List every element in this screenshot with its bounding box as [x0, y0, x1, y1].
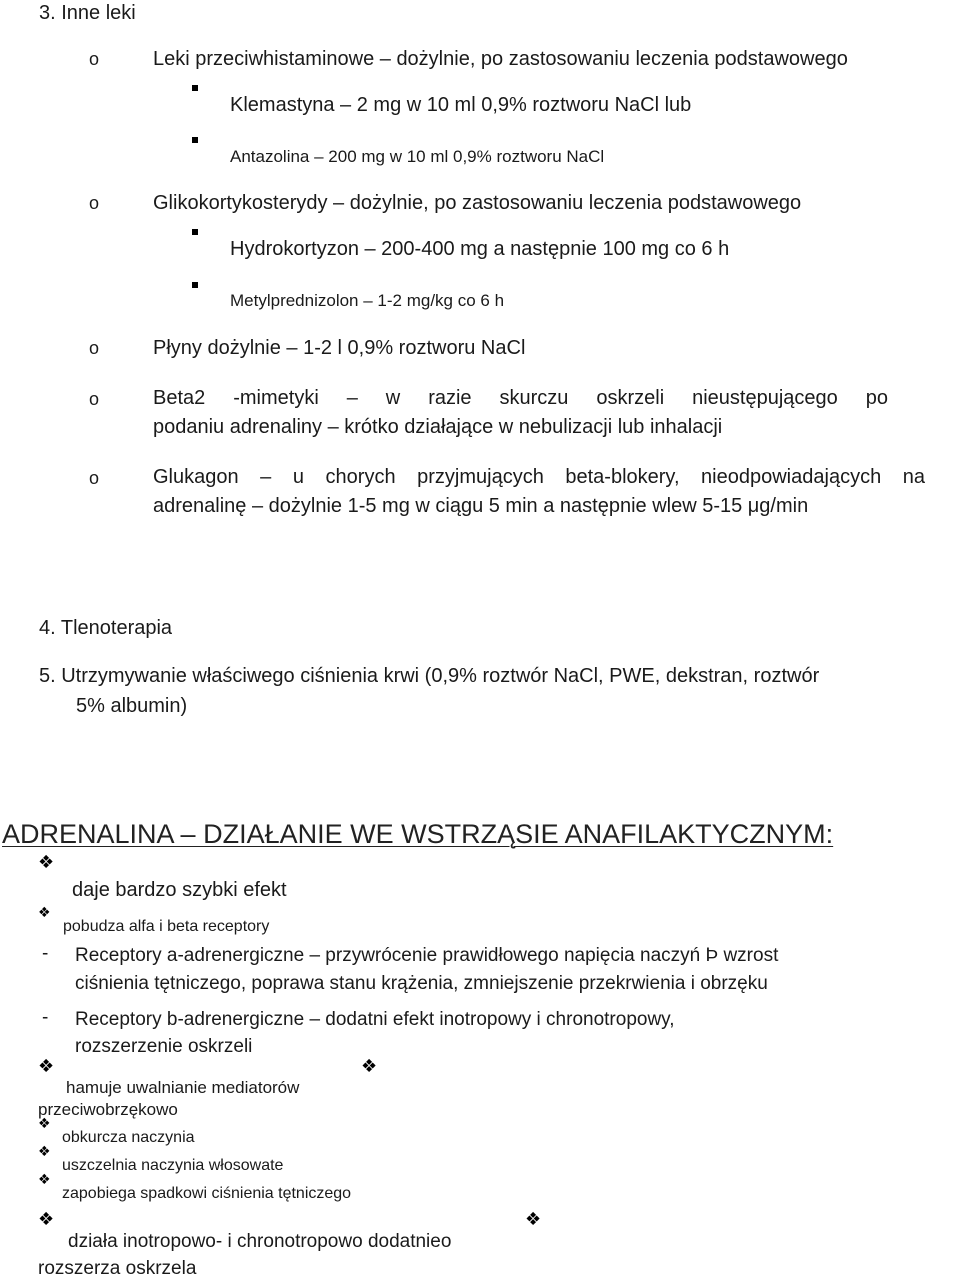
- alpha-beta-item: pobudza alfa i beta receptory: [63, 918, 270, 935]
- section-5-line-1: 5. Utrzymywanie właściwego ciśnienia krwi (0,9% roztwór NaCl, PWE, dekstran, roztwór: [39, 665, 820, 687]
- beta-receptors-line-2: rozszerzenie oskrzeli: [75, 1036, 253, 1057]
- glucagon-line-1: Glukagon – u chorych przyjmujących beta-blokery, nieodpowiadających na: [153, 466, 925, 488]
- antihistamines-item: Leki przeciwhistaminowe – dożylnie, po zastosowaniu leczenia podstawowego: [153, 48, 848, 70]
- dash-bullet-icon: -: [42, 943, 49, 964]
- circle-bullet-icon: o: [89, 49, 100, 69]
- section-5-line-2: 5% albumin): [76, 695, 188, 717]
- glucagon-line-2: adrenalinę – dożylnie 1-5 mg w ciągu 5 min a następnie wlew 5-15 μg/min: [153, 495, 809, 517]
- section-3-heading: 3. Inne leki: [39, 2, 136, 24]
- square-bullet-icon: [192, 229, 198, 235]
- diamond-bullet-icon: ❖: [38, 1172, 51, 1188]
- square-bullet-icon: [192, 85, 198, 91]
- beta2-line-2: podaniu adrenaliny – krótko działające w nebulizacji lub inhalacji: [153, 416, 723, 438]
- diamond-bullet-icon: ❖: [525, 1209, 542, 1230]
- diamond-bullet-icon: ❖: [38, 905, 51, 921]
- circle-bullet-icon: o: [89, 338, 100, 358]
- prevents-item: zapobiega spadkowi ciśnienia tętniczego: [62, 1185, 352, 1202]
- diamond-bullet-icon: ❖: [38, 852, 55, 873]
- methylprednisolone-item: Metylprednizolon – 1-2 mg/kg co 6 h: [230, 291, 505, 310]
- antazoline-item: Antazolina – 200 mg w 10 ml 0,9% roztworu NaCl: [230, 147, 605, 166]
- circle-bullet-icon: o: [89, 468, 100, 488]
- diamond-bullet-icon: ❖: [361, 1056, 378, 1077]
- diamond-bullet-icon: ❖: [38, 1144, 51, 1160]
- diamond-bullet-icon: ❖: [38, 1209, 55, 1230]
- section-4-heading: 4. Tlenoterapia: [39, 617, 173, 639]
- constricts-item: obkurcza naczynia: [62, 1129, 195, 1146]
- clemastine-item: Klemastyna – 2 mg w 10 ml 0,9% roztworu NaCl lub: [230, 94, 692, 116]
- fluids-item: Płyny dożylnie – 1-2 l 0,9% roztworu NaCl: [153, 337, 526, 359]
- bronchodilates-item: rozszerza oskrzela: [38, 1258, 197, 1279]
- alpha-receptors-line-1: Receptory a-adrenergiczne – przywrócenie prawidłowego napięcia naczyń Þ wzrost: [75, 945, 779, 966]
- diamond-bullet-icon: ❖: [38, 1116, 51, 1132]
- beta2-line-1: Beta2 -mimetyki – w razie skurczu oskrzeli nieustępującego po: [153, 387, 888, 409]
- square-bullet-icon: [192, 137, 198, 143]
- square-bullet-icon: [192, 282, 198, 288]
- circle-bullet-icon: o: [89, 193, 100, 213]
- beta-receptors-line-1: Receptory b-adrenergiczne – dodatni efekt inotropowy i chronotropowy,: [75, 1009, 675, 1030]
- diamond-bullet-icon: ❖: [38, 1056, 55, 1077]
- mediators-item: hamuje uwalnianie mediatorów: [66, 1078, 300, 1097]
- inotropic-item: działa inotropowo- i chronotropowo dodatnieo: [68, 1231, 452, 1252]
- alpha-receptors-line-2: ciśnienia tętniczego, poprawa stanu krążenia, zmniejszenie przekrwienia i obrzęku: [75, 973, 768, 994]
- corticosteroids-item: Glikokortykosterydy – dożylnie, po zastosowaniu leczenia podstawowego: [153, 192, 802, 214]
- fast-effect-item: daje bardzo szybki efekt: [72, 879, 287, 901]
- circle-bullet-icon: o: [89, 389, 100, 409]
- seals-item: uszczelnia naczynia włosowate: [62, 1157, 284, 1174]
- adrenalina-title: ADRENALINA – DZIAŁANIE WE WSTRZĄSIE ANAFILAKTYCZNYM:: [2, 819, 834, 849]
- dash-bullet-icon: -: [42, 1007, 49, 1028]
- hydrocortisone-item: Hydrokortyzon – 200-400 mg a następnie 100 mg co 6 h: [230, 238, 730, 260]
- antiedema-item: przeciwobrzękowo: [38, 1100, 178, 1119]
